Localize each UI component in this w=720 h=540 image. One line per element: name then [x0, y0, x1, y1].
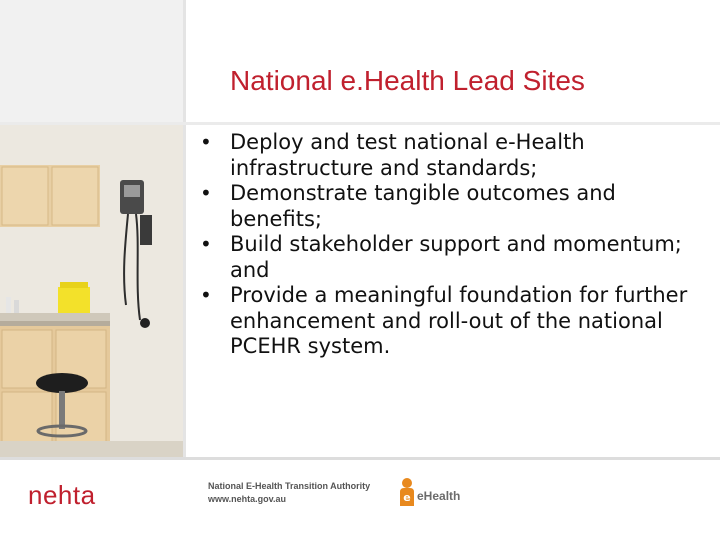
slide-title: National e.Health Lead Sites	[230, 65, 585, 96]
ehealth-logo-text: eHealth	[417, 489, 461, 503]
authority-info	[208, 480, 370, 506]
clinic-room-photo	[0, 125, 183, 457]
authority-url[interactable]: www.nehta.gov.au	[208, 494, 287, 504]
bullet-text: Deploy and test national e-Health infrastructure and standards;	[230, 130, 585, 180]
authority-name: National E-Health Transition Authority	[208, 481, 371, 491]
bullet-item	[192, 232, 712, 283]
bullet-item	[192, 283, 712, 360]
bullet-marker: •	[200, 130, 212, 154]
bullet-marker: •	[200, 181, 212, 205]
bullet-item	[192, 130, 712, 181]
bullet-marker: •	[200, 283, 212, 307]
svg-text:e: e	[403, 491, 411, 504]
top-panel	[0, 0, 183, 122]
bullet-text: Provide a meaningful foundation for further enhancement and roll-out of the national PCEHR system.	[230, 283, 688, 358]
ehealth-logo	[398, 476, 478, 506]
top-divider	[183, 0, 186, 122]
bullet-item	[192, 181, 712, 232]
bullet-text: Demonstrate tangible outcomes and benefits;	[230, 181, 616, 231]
bullet-marker: •	[200, 232, 212, 256]
footer	[0, 460, 720, 540]
nehta-logo: nehta	[28, 480, 96, 510]
bullet-list	[192, 130, 712, 360]
bullet-text: Build stakeholder support and momentum; and	[230, 232, 682, 282]
photo-divider	[183, 125, 186, 457]
